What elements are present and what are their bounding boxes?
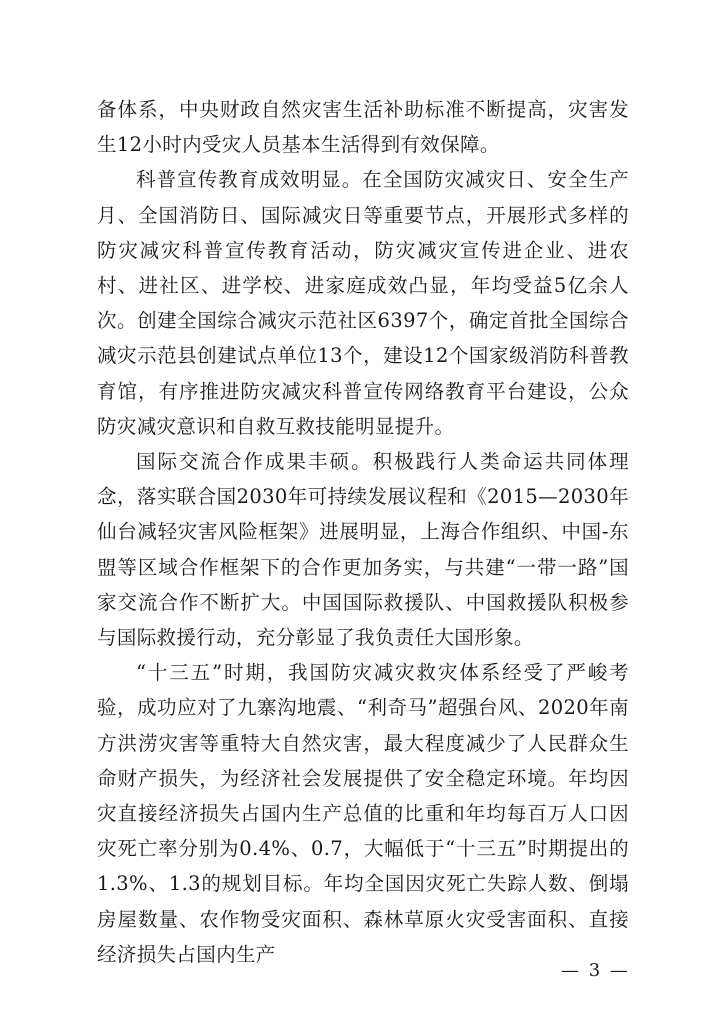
page-number: — 3 — [561,960,630,981]
paragraph-international-cooperation: 国际交流合作成果丰硕。积极践行人类命运共同体理念，落实联合国2030年可持续发展议程和《2015—2030年仙台减轻灾害风险框架》进展明显，上海合作组织、中国-东盟等区域合作框架下的合作更加务实，与共建“一带一路”国家交流合作不断扩大。中国国际救援队、中国救援队积极参与国际救援行动，充分彰显了我负责任大国形象。 [97,450,629,650]
paragraph-continued: 备体系，中央财政自然灾害生活补助标准不断提高，灾害发生12小时内受灾人员基本生活得到有效保障。 [97,98,629,157]
paragraph-science-publicity: 科普宣传教育成效明显。在全国防灾减灾日、安全生产月、全国消防日、国际减灾日等重要节点，开展形式多样的防灾减灾科普宣传教育活动，防灾减灾宣传进企业、进农村、进社区、进学校、进家庭成效凸显，年均受益5亿余人次。创建全国综合减灾示范社区6397个，确定首批全国综合减灾示范县创建试点单位13个，建设12个国家级消防科普教育馆，有序推进防灾减灾科普宣传网络教育平台建设，公众防灾减灾意识和自救互救技能明显提升。 [97,168,629,438]
document-body [97,92,629,972]
paragraph-thirteenth-five-year: “十三五”时期，我国防灾减灾救灾体系经受了严峻考验，成功应对了九寨沟地震、“利奇马”超强台风、2020年南方洪涝灾害等重特大自然灾害，最大程度减少了人民群众生命财产损失，为经济社会发展提供了安全稳定环境。年均因灾直接经济损失占国内生产总值的比重和年均每百万人口因灾死亡率分别为0.4%、0.7，大幅低于“十三五”时期提出的1.3%、1.3的规划目标。年均全国因灾死亡失踪人数、倒塌房屋数量、农作物受灾面积、森林草原火灾受害面积、直接经济损失占国内生产 [97,661,629,966]
